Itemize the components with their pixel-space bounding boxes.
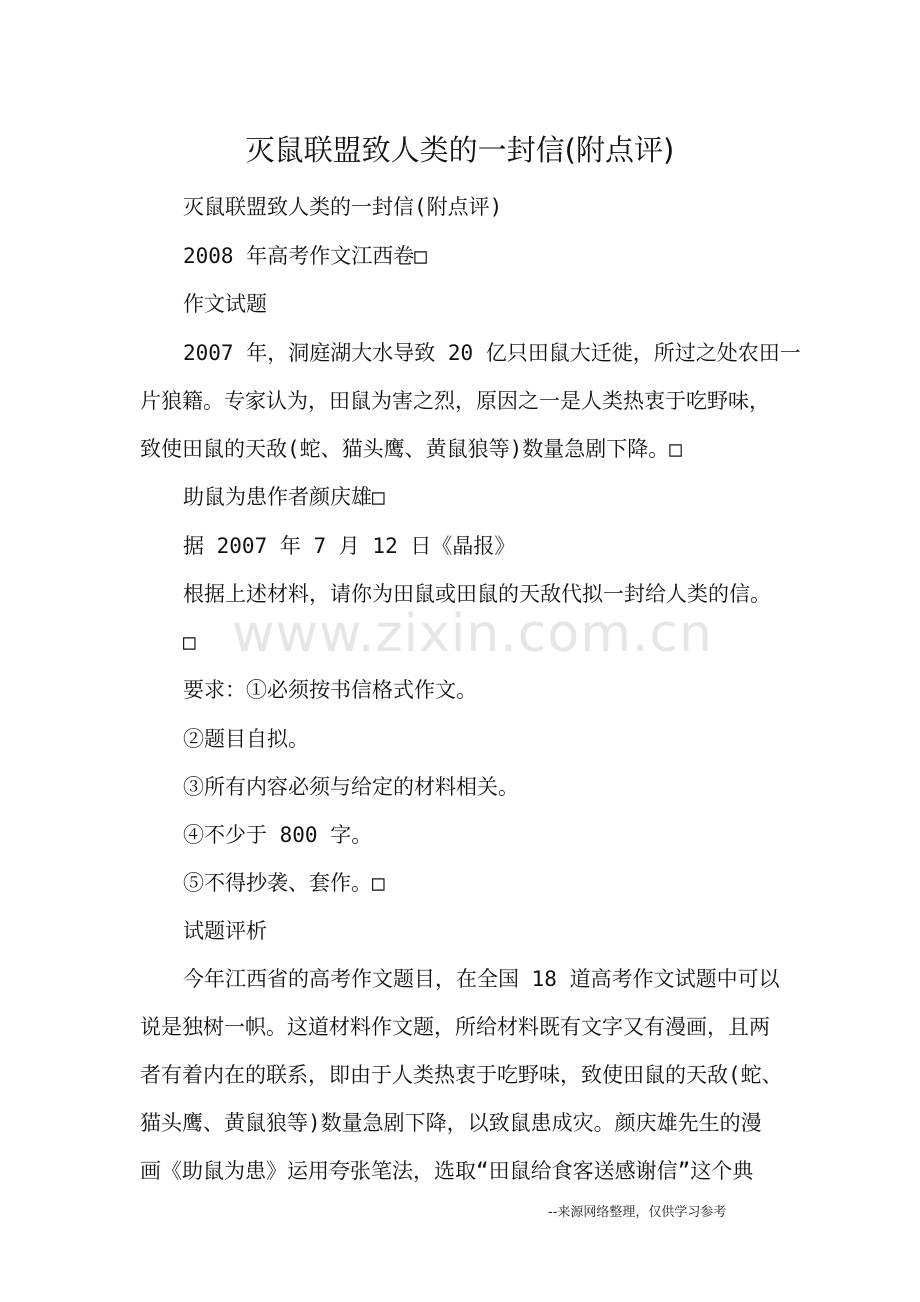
requirement-line: ⑤不得抄袭、套作。□ [183, 871, 385, 895]
page-title: 灭鼠联盟致人类的一封信(附点评) [245, 133, 675, 167]
paragraph-line: 助鼠为患作者颜庆雄□ [183, 485, 385, 509]
paragraph-line: 2008 年高考作文江西卷□ [183, 244, 427, 268]
paragraph-line: 者有着内在的联系，即由于人类热衷于吃野味，致使田鼠的天敌(蛇、 [140, 1063, 783, 1087]
paragraph-line: 据 2007 年 7 月 12 日《晶报》 [183, 534, 516, 558]
paragraph-line: 2007 年，洞庭湖大水导致 20 亿只田鼠大迁徙，所过之处农田一 [183, 341, 801, 365]
paragraph-line: 说是独树一帜。这道材料作文题，所给材料既有文字又有漫画，且两 [140, 1015, 770, 1039]
requirement-line: ④不少于 800 字。 [183, 823, 373, 847]
requirement-line: 要求：①必须按书信格式作文。 [183, 678, 477, 702]
paragraph-line: 片狼籍。专家认为，田鼠为害之烈，原因之一是人类热衷于吃野味， [140, 389, 770, 413]
watermark: www.zixin.com.cn [232, 604, 713, 664]
requirement-line: ②题目自拟。 [183, 727, 309, 751]
paragraph-line: 灭鼠联盟致人类的一封信(附点评) [183, 195, 503, 219]
section-heading: 作文试题 [183, 292, 267, 316]
paragraph-line: 今年江西省的高考作文题目，在全国 18 道高考作文试题中可以 [183, 967, 780, 991]
paragraph-line: 猫头鹰、黄鼠狼等)数量急剧下降，以致鼠患成灾。颜庆雄先生的漫 [140, 1111, 762, 1135]
paragraph-line: 致使田鼠的天敌(蛇、猫头鹰、黄鼠狼等)数量急剧下降。□ [140, 437, 682, 461]
requirement-line: ③所有内容必须与给定的材料相关。 [183, 775, 519, 799]
paragraph-line: 根据上述材料，请你为田鼠或田鼠的天敌代拟一封给人类的信。 [183, 582, 771, 606]
paragraph-line: □ [183, 630, 196, 654]
paragraph-line: 画《助鼠为患》运用夸张笔法，选取“田鼠给食客送感谢信”这个典 [140, 1159, 754, 1183]
footer-note: --来源网络整理，仅供学习参考 [548, 1205, 727, 1220]
section-heading: 试题评析 [183, 919, 267, 943]
